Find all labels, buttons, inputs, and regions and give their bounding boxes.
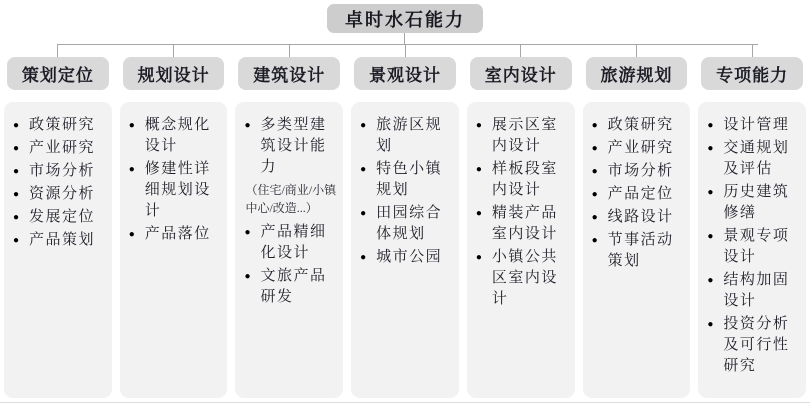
list-item-text: 结构加固设计 bbox=[723, 272, 790, 309]
branch-connector-line bbox=[173, 44, 174, 57]
list-item bbox=[707, 138, 802, 180]
capability-column bbox=[583, 57, 691, 398]
bullet-icon: ● bbox=[13, 166, 20, 177]
list-item bbox=[244, 181, 339, 217]
bullet-icon: ● bbox=[591, 235, 598, 246]
bullet-icon: ● bbox=[360, 164, 367, 175]
list-item bbox=[244, 266, 339, 308]
list-item-text: 产品策划 bbox=[29, 232, 96, 248]
bullet-icon: ● bbox=[591, 120, 598, 131]
list-item-text: 投资分析及可行性研究 bbox=[723, 316, 790, 374]
bullet-icon: ● bbox=[13, 212, 20, 223]
list-item-text: 展示区室内设计 bbox=[491, 117, 558, 154]
list-item bbox=[707, 182, 802, 224]
branch-stub-cell bbox=[698, 44, 806, 57]
list-item bbox=[592, 184, 687, 205]
list-item-text: 资源分析 bbox=[29, 186, 96, 202]
bullet-icon: ● bbox=[591, 212, 598, 223]
bullet-icon: ● bbox=[360, 252, 367, 263]
list-item bbox=[592, 115, 687, 136]
bullet-icon: ● bbox=[475, 164, 482, 175]
list-item bbox=[592, 138, 687, 159]
list-item bbox=[592, 161, 687, 182]
bullet-icon: ● bbox=[591, 189, 598, 200]
branch-stub-cell bbox=[4, 44, 112, 57]
list-item-text: 文旅产品研发 bbox=[260, 268, 327, 305]
branch-stub-cell bbox=[583, 44, 691, 57]
bullet-icon: ● bbox=[244, 227, 251, 238]
branch-stub-cell bbox=[467, 44, 575, 57]
list-item bbox=[13, 115, 108, 136]
branch-connector-line bbox=[57, 44, 58, 57]
branch-stub-cell bbox=[351, 44, 459, 57]
list-item bbox=[244, 222, 339, 264]
list-item-text: 修建性详细规划设计 bbox=[144, 161, 211, 219]
list-item-text: 市场分析 bbox=[29, 163, 96, 179]
capability-column bbox=[235, 57, 343, 398]
column-header: 规划设计 bbox=[123, 57, 225, 90]
column-panel bbox=[4, 102, 112, 398]
list-item bbox=[476, 159, 571, 201]
column-header: 建筑设计 bbox=[238, 57, 340, 90]
capability-column bbox=[4, 57, 112, 398]
list-item-text: 市场分析 bbox=[607, 163, 674, 179]
list-item-text: 政策研究 bbox=[29, 117, 96, 133]
columns bbox=[4, 57, 806, 398]
column-panel bbox=[583, 102, 691, 398]
bullet-icon: ● bbox=[13, 235, 20, 246]
list-item bbox=[13, 207, 108, 228]
bullet-icon: ● bbox=[707, 143, 714, 154]
branch-connector-line bbox=[405, 44, 406, 57]
list-item-text: 线路设计 bbox=[607, 209, 674, 225]
list-item-text: 交通规划及评估 bbox=[723, 140, 790, 177]
bullet-icon: ● bbox=[707, 231, 714, 242]
bullet-icon: ● bbox=[13, 120, 20, 131]
capability-column bbox=[120, 57, 228, 398]
list-item bbox=[707, 270, 802, 312]
column-header: 旅游规划 bbox=[586, 57, 688, 90]
list-item-text: 产品精细化设计 bbox=[260, 224, 327, 261]
branch-connector-line bbox=[520, 44, 521, 57]
list-item bbox=[707, 115, 802, 136]
list-item bbox=[13, 230, 108, 251]
bullet-icon: ● bbox=[244, 271, 251, 282]
list-item-text: 景观专项设计 bbox=[723, 228, 790, 265]
bullet-icon: ● bbox=[475, 208, 482, 219]
root-node bbox=[327, 4, 483, 33]
column-header: 专项能力 bbox=[701, 57, 803, 90]
capability-column bbox=[698, 57, 806, 398]
list-item bbox=[13, 161, 108, 182]
root-connector-line bbox=[404, 33, 405, 44]
bullet-icon: ● bbox=[475, 252, 482, 263]
list-item-text: 政策研究 bbox=[607, 117, 674, 133]
branch-connector-line bbox=[636, 44, 637, 57]
bullet-icon: ● bbox=[707, 120, 714, 131]
bullet-icon: ● bbox=[707, 187, 714, 198]
column-header: 策划定位 bbox=[7, 57, 109, 90]
list-item-text: 发展定位 bbox=[29, 209, 96, 225]
list-item-text: 产品定位 bbox=[607, 186, 674, 202]
list-item-text: 城市公园 bbox=[376, 249, 443, 265]
capability-column bbox=[351, 57, 459, 398]
list-item bbox=[592, 230, 687, 272]
column-panel bbox=[235, 102, 343, 398]
list-item bbox=[129, 159, 224, 222]
list-item bbox=[476, 115, 571, 157]
list-item bbox=[476, 247, 571, 310]
column-panel bbox=[120, 102, 228, 398]
list-item bbox=[13, 138, 108, 159]
list-item-text: 设计管理 bbox=[723, 117, 790, 133]
list-item-text: 节事活动策划 bbox=[607, 232, 674, 269]
list-item-text: 产品落位 bbox=[144, 226, 211, 242]
bullet-icon: ● bbox=[13, 143, 20, 154]
capability-column bbox=[467, 57, 575, 398]
bullet-icon: ● bbox=[475, 120, 482, 131]
bottom-divider bbox=[0, 402, 810, 403]
list-item-text: 特色小镇规划 bbox=[376, 161, 443, 198]
bullet-icon: ● bbox=[591, 166, 598, 177]
bullet-icon: ● bbox=[128, 164, 135, 175]
bullet-icon: ● bbox=[244, 120, 251, 131]
bullet-icon: ● bbox=[13, 189, 20, 200]
list-item-text: 产业研究 bbox=[607, 140, 674, 156]
branch-connector-line bbox=[289, 44, 290, 57]
bullet-icon: ● bbox=[360, 120, 367, 131]
column-panel bbox=[698, 102, 806, 398]
bullet-icon: ● bbox=[360, 208, 367, 219]
list-item-text: 历史建筑修缮 bbox=[723, 184, 790, 221]
list-item-text: 田园综合体规划 bbox=[376, 205, 443, 242]
list-item bbox=[360, 159, 455, 201]
list-item bbox=[476, 203, 571, 245]
list-item bbox=[360, 247, 455, 268]
list-item bbox=[13, 184, 108, 205]
branch-connector-line bbox=[752, 44, 753, 57]
root-title: 卓时水石能力 bbox=[345, 9, 465, 30]
bullet-icon: ● bbox=[128, 229, 135, 240]
list-item-text: 精装产品室内设计 bbox=[491, 205, 558, 242]
list-item-text: （住宅/商业/小镇中心/改造...） bbox=[245, 183, 337, 215]
list-item bbox=[244, 115, 339, 178]
list-item bbox=[129, 224, 224, 245]
bullet-icon: ● bbox=[707, 275, 714, 286]
list-item-text: 小镇公共区室内设计 bbox=[491, 249, 558, 307]
column-header: 景观设计 bbox=[354, 57, 456, 90]
list-item bbox=[129, 115, 224, 157]
list-item bbox=[360, 203, 455, 245]
list-item bbox=[360, 115, 455, 157]
branch-stub-cell bbox=[235, 44, 343, 57]
list-item-text: 旅游区规划 bbox=[376, 117, 443, 154]
list-item bbox=[707, 314, 802, 377]
bullet-icon: ● bbox=[707, 319, 714, 330]
list-item-text: 样板段室内设计 bbox=[491, 161, 558, 198]
column-header: 室内设计 bbox=[470, 57, 572, 90]
column-panel bbox=[351, 102, 459, 398]
list-item bbox=[707, 226, 802, 268]
list-item bbox=[592, 207, 687, 228]
list-item-text: 产业研究 bbox=[29, 140, 96, 156]
bullet-icon: ● bbox=[591, 143, 598, 154]
branch-connector-stubs bbox=[4, 44, 806, 57]
branch-stub-cell bbox=[120, 44, 228, 57]
bullet-icon: ● bbox=[128, 120, 135, 131]
list-item-text: 多类型建筑设计能力 bbox=[260, 117, 327, 175]
list-item-text: 概念规化设计 bbox=[144, 117, 211, 154]
column-panel bbox=[467, 102, 575, 398]
